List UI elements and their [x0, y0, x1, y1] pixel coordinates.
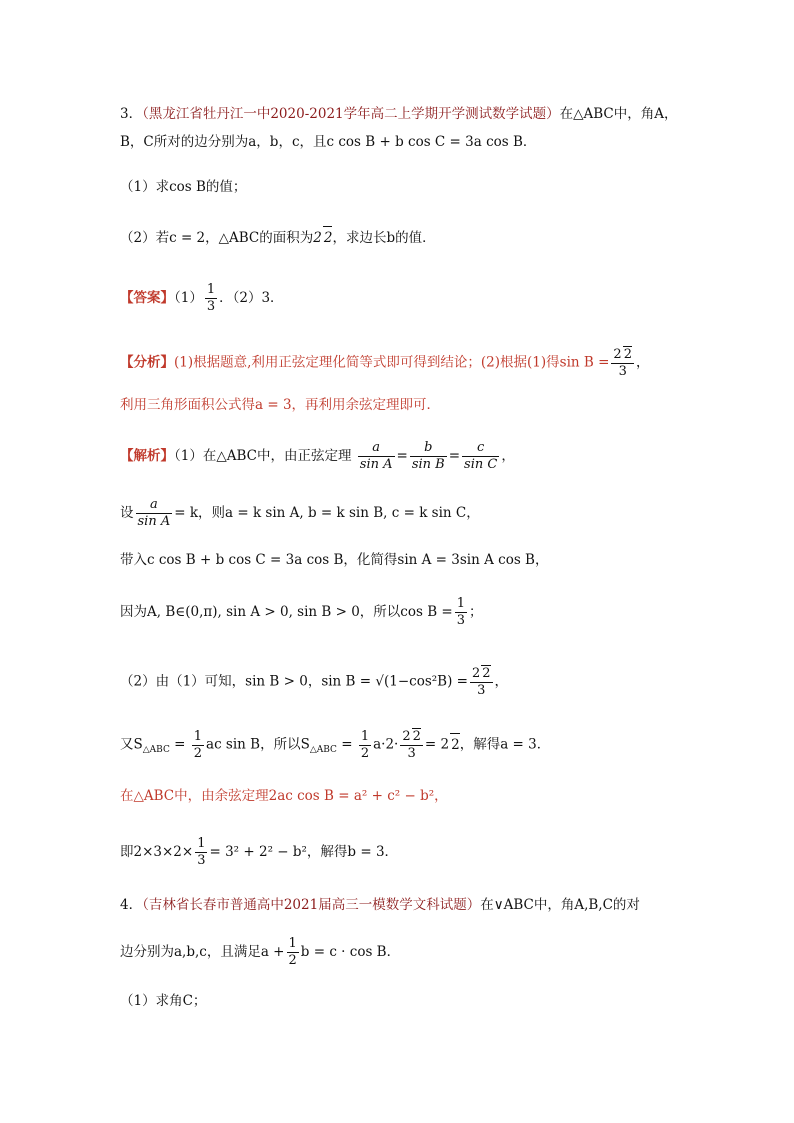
q3-solution-8: 即2×3×2× $\frac{1}{3}$ = 3² + 2² − b²，解得b = 3． — [120, 836, 399, 868]
q3-part-1: （1）求cos B的值； — [120, 179, 247, 195]
q4-number: 4． — [120, 897, 143, 913]
q4-line-2: 边分别为a,b,c，且满足a + $\frac{1}{2}$ b = c · cos B． — [120, 936, 401, 968]
q3-solution-1: 【解析】（1）在△ABC中，由正弦定理 $\frac{a}{\text{sin A}}$ = $\frac{b}{\text{sin B}}$ = $\frac{c}{\text{sin C}}$ ， — [120, 440, 515, 472]
q3-line-1 — [120, 103, 678, 125]
q3-analysis-2: 利用三角形面积公式得a = 3，再利用余弦定理即可． — [120, 397, 441, 413]
q3-solution-4: 因为A, B∈(0,π), sin A > 0, sin B > 0，所以cos B = $\frac{1}{3}$ ； — [120, 596, 483, 628]
analysis-tag: 【分析】 — [120, 354, 174, 371]
q3-source: （黑龙江省牡丹江一中2020-2021学年高二上学期开学测试数学试题） — [142, 106, 560, 122]
q4-line-1 — [120, 894, 640, 916]
solution-tag: 【解析】 — [120, 448, 174, 464]
q3-solution-2: 设 $\frac{a}{\text{sin A}}$ = k，则a = k sin A, b = k sin B, c = k sin C， — [120, 497, 480, 529]
q3-number: 3． — [120, 106, 143, 122]
q3-analysis-1: 【分析】(1)根据题意,利用正弦定理化简等式即可得到结论；(2)根据(1)得sin B = $\frac{2 2}{3}$ ， — [120, 347, 650, 379]
q3-answer: 【答案】（1） $\frac{1}{3}$ ．（2）3． — [120, 282, 284, 314]
answer-tag: 【答案】 — [120, 290, 174, 306]
q4-stem-1: 在∨ABC中，角A,B,C的对 — [480, 897, 640, 913]
q3-solution-5: （2）由（1）可知，sin B > 0，sin B = √(1−cos²B) = $\frac{2 2}{3}$ ， — [120, 666, 509, 698]
q3-solution-6: 又$S_{\triangle ABC}$ = $\frac{1}{2}$ ac sin B，所以$S_{\triangle ABC}$ = $\frac{1}{2}$ a·2· $\frac{2 2}{3}$ = 2 2，解得a = 3． — [120, 728, 551, 761]
q3-stem-2: B，C所对的边分别为a，b，c，且c cos B + b cos C = 3a cos B． — [120, 134, 537, 150]
q3-stem-1: 在△ABC中，角A， — [559, 106, 678, 122]
q4-source: （吉林省长春市普通高中2021届高三一模数学文科试题） — [142, 897, 481, 913]
q3-solution-3: 带入c cos B + b cos C = 3a cos B，化简得sin A = 3sin A cos B， — [120, 552, 549, 568]
q3-solution-7: 在△ABC中，由余弦定理2ac cos B = a² + c² − b²， — [120, 788, 448, 804]
q3-part-2: （2）若c = 2，△ABC的面积为2 2，求边长b的值． — [120, 226, 436, 249]
q4-part-1: （1）求角C； — [120, 993, 207, 1009]
q3-line-2 — [120, 131, 536, 153]
